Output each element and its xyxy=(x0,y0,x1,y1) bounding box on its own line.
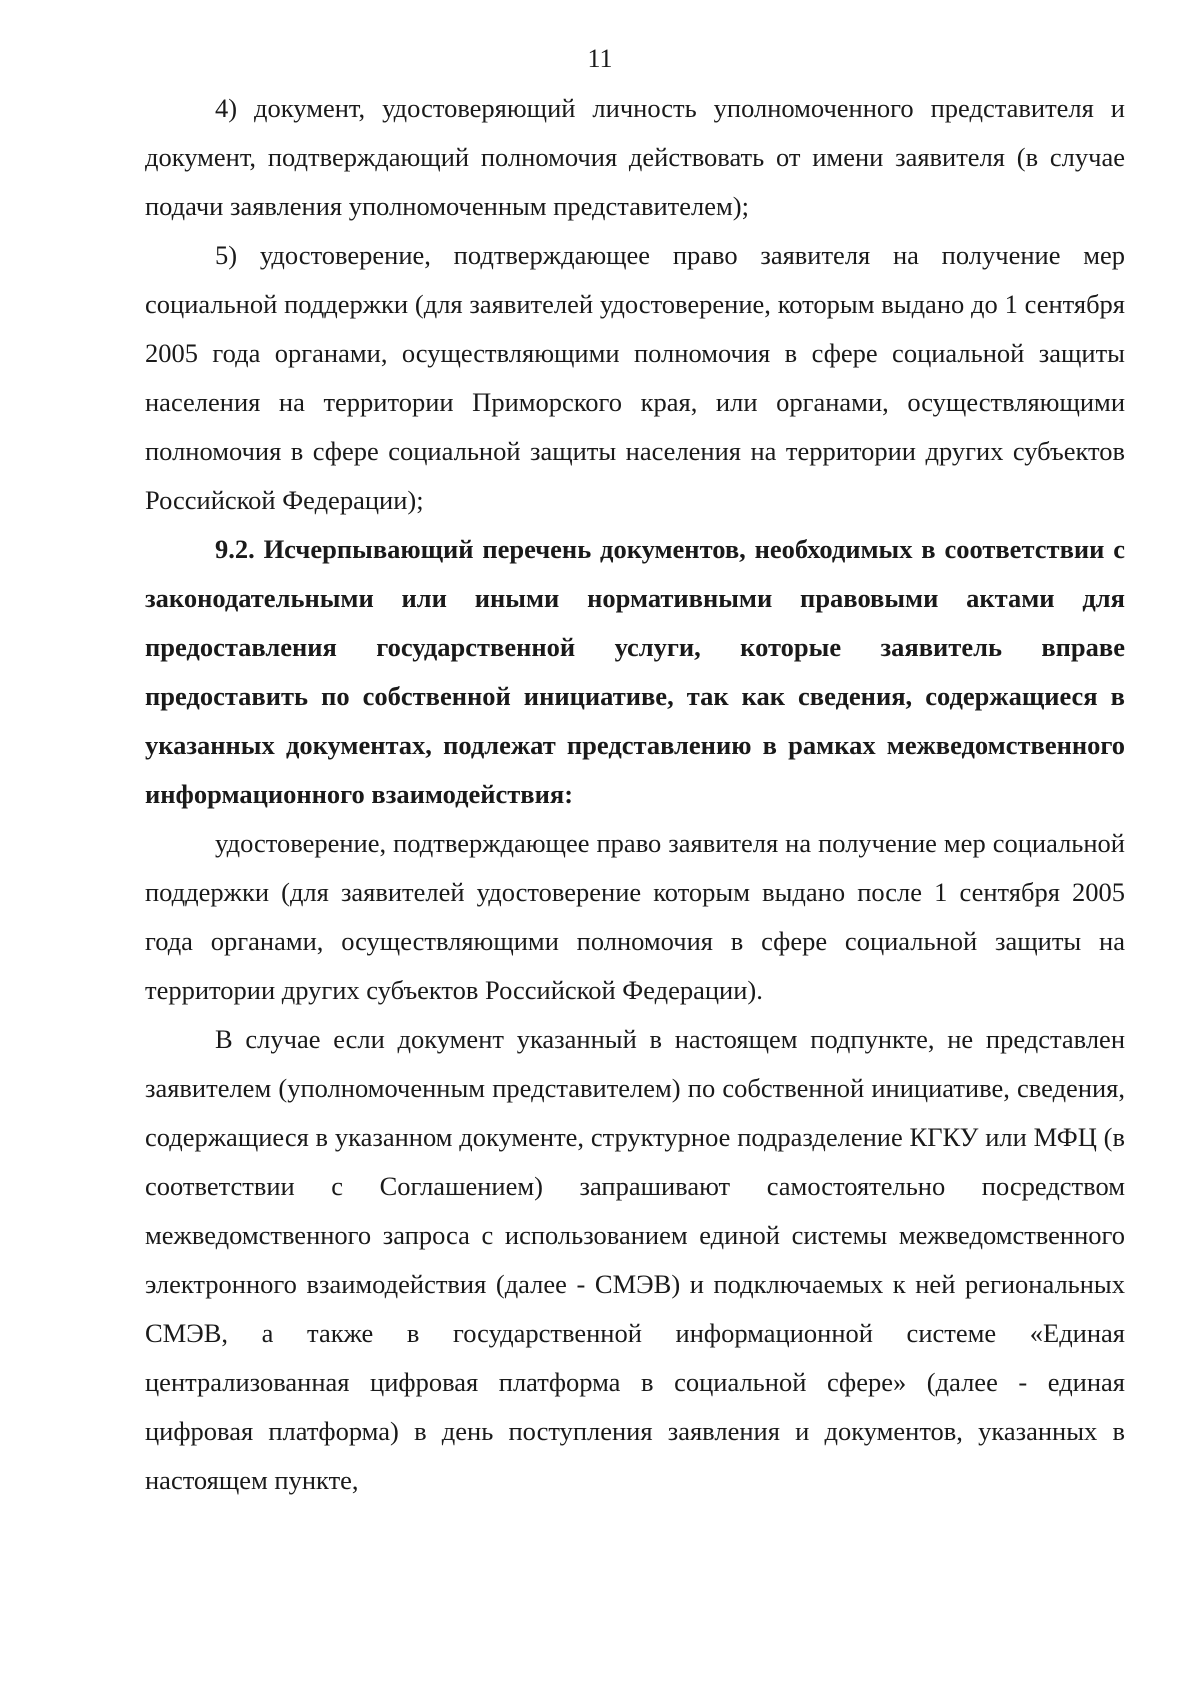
document-body xyxy=(145,84,1125,1505)
paragraph-item-4: 4) документ, удостоверяющий личность уполномоченного представителя и документ, подтверждающий полномочия действовать от имени заявителя (в случае подачи заявления уполномоченным представителем); xyxy=(145,93,1125,221)
paragraph-certificate: удостоверение, подтверждающее право заявителя на получение мер социальной поддержки (для заявителей удостоверение которым выдано после 1 сентября 2005 года органами, осуществляющими полномочия в сфере социальной защиты на территории других субъектов Российской Федерации). xyxy=(145,828,1125,1005)
page-number: 11 xyxy=(587,44,613,73)
paragraph-item-5: 5) удостоверение, подтверждающее право заявителя на получение мер социальной поддержки (для заявителей удостоверение, которым выдано до 1 сентября 2005 года органами, осуществляющими полномочия в сфере социальной защиты населения на территории Приморского края, или органами, осуществляющими полномочия в сфере социальной защиты населения на территории других субъектов Российской Федерации); xyxy=(145,240,1125,515)
paragraph-missing-document: В случае если документ указанный в настоящем подпункте, не представлен заявителем (уполномоченным представителем) по собственной инициативе, сведения, содержащиеся в указанном документе, структурное подразделение КГКУ или МФЦ (в соответствии с Соглашением) запрашивают самостоятельно посредством межведомственного запроса с использованием единой системы межведомственного электронного взаимодействия (далее - СМЭВ) и подключаемых к ней региональных СМЭВ, а также в государственной информационной системе «Единая централизованная цифровая платформа в социальной сфере» (далее - единая цифровая платформа) в день поступления заявления и документов, указанных в настоящем пункте, xyxy=(145,1024,1125,1495)
section-heading-9-2: 9.2. Исчерпывающий перечень документов, необходимых в соответствии с законодательными или иными нормативными правовыми актами для предоставления государственной услуги, которые заявитель вправе предоставить по собственной инициативе, так как сведения, содержащиеся в указанных документах, подлежат представлению в рамках межведомственного информационного взаимодействия: xyxy=(145,534,1125,809)
